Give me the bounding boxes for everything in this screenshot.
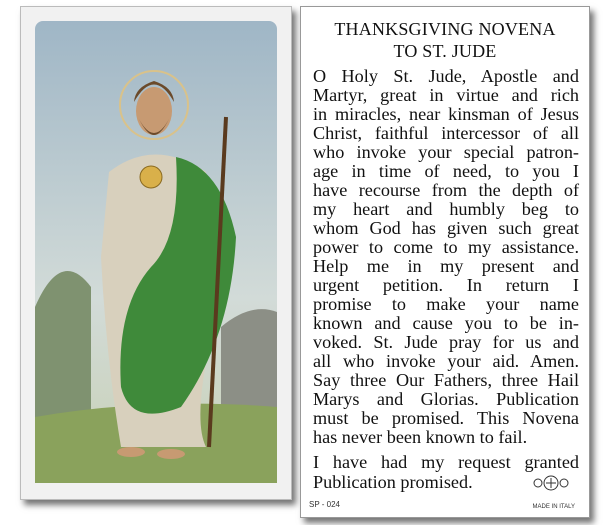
- prayer-line: Marys and Glorias. Publication: [313, 389, 579, 409]
- holy-card-front: [20, 6, 292, 500]
- holy-card-back: [300, 6, 590, 518]
- st-jude-painting: [21, 7, 291, 499]
- title-line: THANKSGIVING NOVENA: [334, 19, 556, 39]
- foot: [157, 449, 185, 459]
- made-in-label: MADE IN ITALY: [532, 504, 575, 510]
- prayer-line: my heart and humbly beg to: [313, 199, 579, 219]
- prayer-line: Say three Our Fathers, three Hail: [313, 370, 579, 390]
- closing-line: Publication promised.: [313, 472, 473, 492]
- prayer-line: who invoke your special patron-: [313, 142, 579, 162]
- prayer-line: O Holy St. Jude, Apostle and: [313, 66, 579, 86]
- medallion: [140, 166, 162, 188]
- publisher-logo-icon: [533, 475, 569, 491]
- item-code: SP - 024: [309, 500, 340, 509]
- closing-line: I have had my request granted: [313, 452, 579, 472]
- prayer-line: age in time of need, to you I: [313, 161, 579, 181]
- prayer-line: must be promised. This Novena: [313, 408, 579, 428]
- prayer-line: in miracles, near kinsman of Jesus: [313, 104, 579, 124]
- prayer-line: all who invoke your aid. Amen.: [313, 351, 579, 371]
- prayer-line: Help me in my present and: [313, 256, 579, 276]
- prayer-line: Martyr, great in virtue and rich: [313, 85, 579, 105]
- prayer-line: Christ, faithful intercessor of all: [313, 123, 579, 143]
- prayer-line: voked. St. Jude pray for us and: [313, 332, 579, 352]
- prayer-line: have recourse from the depth of: [313, 180, 579, 200]
- prayer-line: has never been known to fail.: [313, 427, 528, 447]
- prayer-line: urgent petition. In return I: [313, 275, 579, 295]
- foot: [117, 447, 145, 457]
- title-line: TO ST. JUDE: [393, 41, 497, 61]
- prayer-line: promise to make your name: [313, 294, 579, 314]
- prayer-line: whom God has given such great: [313, 218, 579, 238]
- prayer-line: known and cause you to be in-: [313, 313, 579, 333]
- face: [136, 87, 172, 135]
- prayer-line: power to come to my assistance.: [313, 237, 579, 257]
